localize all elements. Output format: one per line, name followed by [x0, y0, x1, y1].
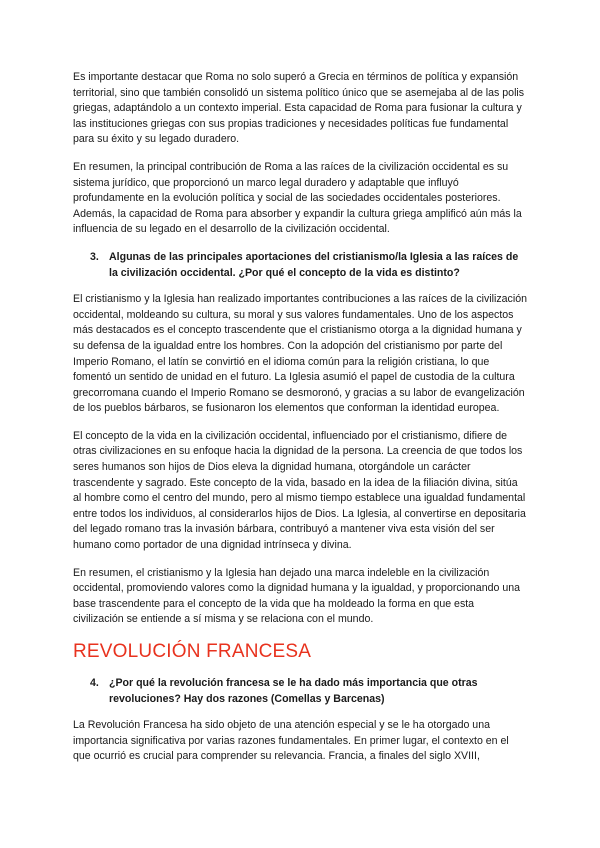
question-4-text: ¿Por qué la revolución francesa se le ha dado más importancia que otras revoluciones? Hay dos razones (Comellas y Barcenas): [109, 677, 478, 705]
question-4-number: 4.: [90, 677, 99, 689]
document-page: [73, 70, 527, 777]
question-3-number: 3.: [90, 250, 99, 263]
section-title-french-revolution: REVOLUCIÓN FRANCESA: [73, 641, 312, 662]
question-3-text: Algunas de las principales aportaciones del cristianismo/la Iglesia a las raíces de la civilización occidental. ¿Por qué el concepto de la vida es distinto?: [109, 250, 519, 279]
paragraph-christianity-contributions: El cristianismo y la Iglesia han realizado importantes contribuciones a las raíces de la civilización occidental, moldeando su cultura, su moral y sus valores fundamentales. Uno de los aspectos más destacados es el concepto trascendente que el cristianismo otorga a la dignidad humana y su defensa de la igualdad entre los hombres. Con la adopción del cristianismo por parte del Imperio Romano, el latín se convirtió en el idioma común para la religión cristiana, lo que fomentó un sentido de unidad en el futuro. La Iglesia asumió el papel de custodia de la cultura grecorromana cuando el Imperio Romano se desmoronó, y gracias a su labor de evangelización de los pueblos bárbaros, se fusionaron los elementos que conforman la identidad europea.: [73, 293, 527, 415]
question-3-heading: [73, 250, 527, 281]
paragraph-concept-of-life: El concepto de la vida en la civilización occidental, influenciado por el cristianismo, difiere de otras civilizaciones en su enfoque hacia la dignidad de la persona. La creencia de que todos los seres humanos son hijos de Dios eleva la dignidad humana, otorgándole un carácter trascendente y sagrado. Este concepto de la vida, basado en la idea de la filiación divina, sitúa al hombre como el centro del mundo, pero al mismo tiempo establece una igualdad fundamental entre todos los individuos, al considerarlos hijos de Dios. La Iglesia, al convertirse en depositaria del legado romano tras la invasión bárbara, contribuyó a mantener viva esta visión del ser humano como portador de una dignidad intrínseca y divina.: [73, 429, 526, 552]
paragraph-christianity-summary: En resumen, el cristianismo y la Iglesia han dejado una marca indeleble en la civilización occidental, promoviendo valores como la dignidad humana y la igualdad, y proporcionando una base trascendente para el concepto de la vida que ha moldeado la forma en que esta civilización se entiende a sí misma y se relaciona con el mundo.: [73, 566, 520, 626]
paragraph-rome-polis: Es importante destacar que Roma no solo superó a Grecia en términos de política y expansión territorial, sino que también consolidó un sistema político único que se asemejaba al de las polis griegas, adaptándolo a un contexto imperial. Esta capacidad de Roma para fusionar la cultura y las instituciones griegas con sus propias tradiciones y necesidades políticas fue fundamental para su éxito y su legado duradero.: [73, 71, 525, 146]
paragraph-rome-summary: En resumen, la principal contribución de Roma a las raíces de la civilización occidental es su sistema jurídico, que proporcionó un marco legal duradero y adaptable que influyó profundamente en la evolución política y social de las sociedades occidentales posteriores. Además, la capacidad de Roma para absorber y expandir la cultura griega amplificó aún más la influencia de su legado en el desarrollo de la civilización occidental.: [73, 160, 522, 236]
paragraph-french-revolution: La Revolución Francesa ha sido objeto de una atención especial y se le ha otorgado una importancia significativa por varias razones fundamentales. En primer lugar, el contexto en el que ocurrió es crucial para comprender su relevancia. Francia, a finales del siglo XVIII,: [73, 719, 509, 763]
question-4-heading: [73, 676, 527, 707]
